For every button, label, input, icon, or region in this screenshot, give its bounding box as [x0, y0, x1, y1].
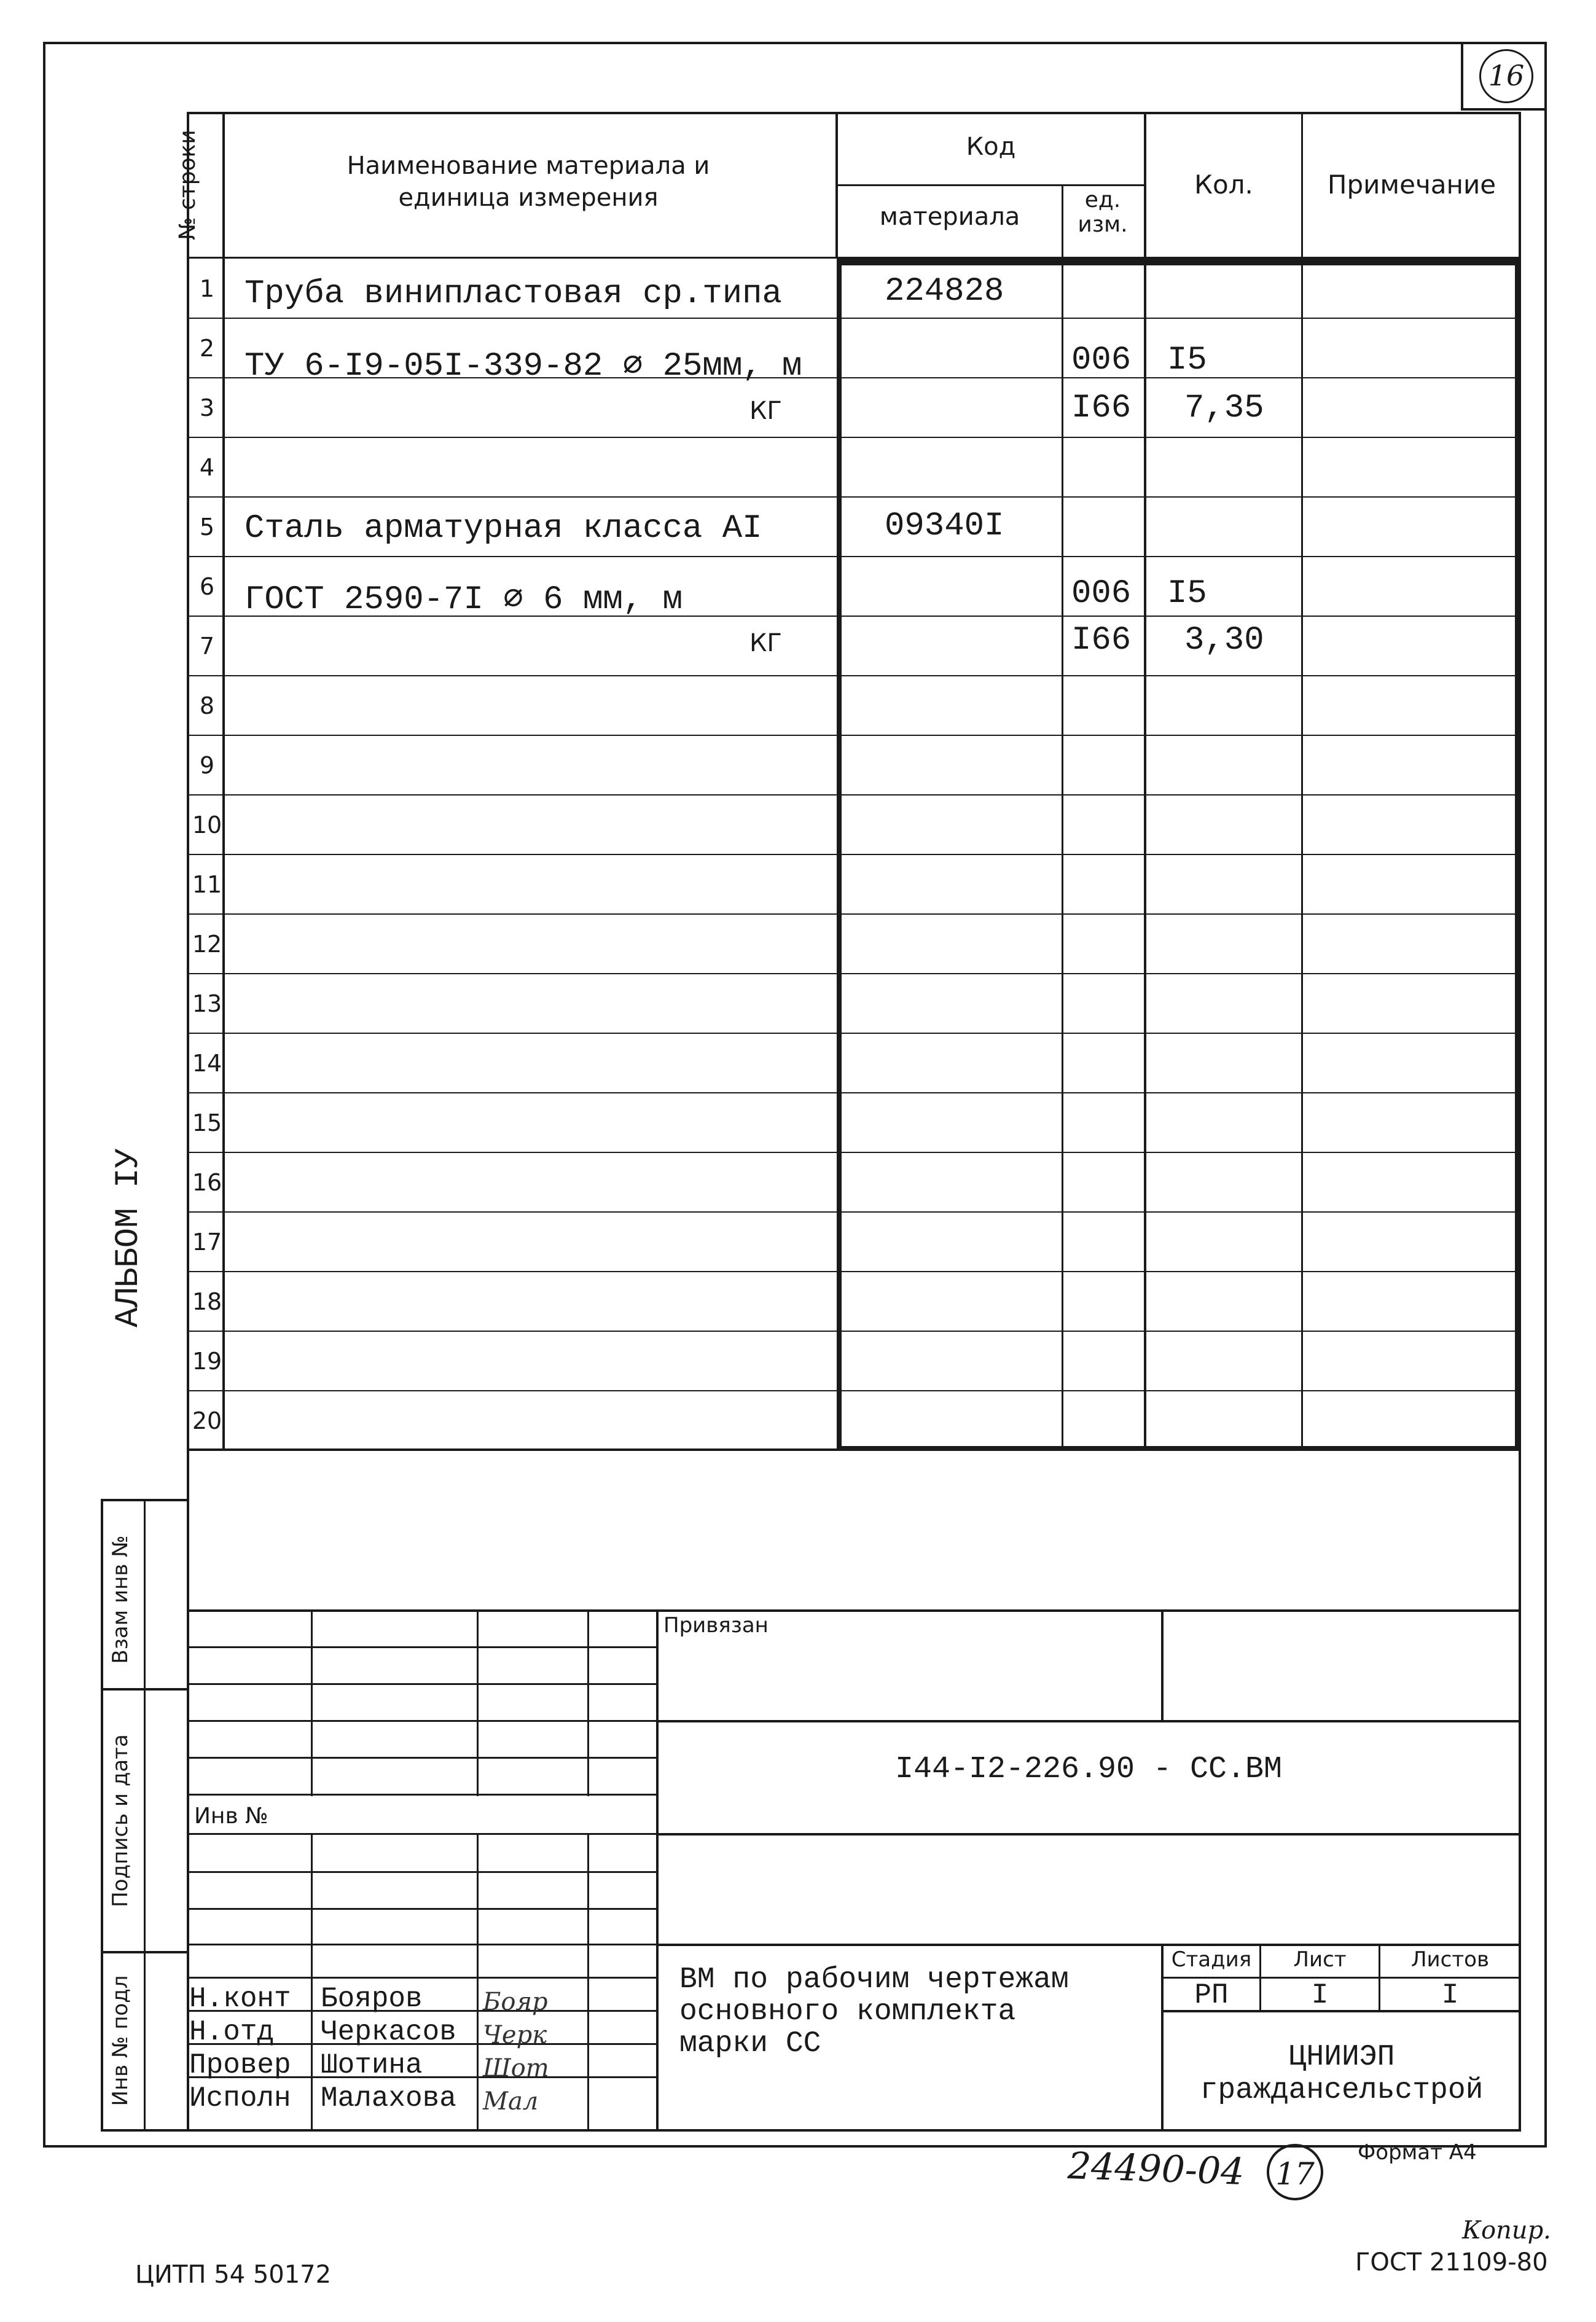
copied-signature: Копир. [1462, 2216, 1551, 2245]
person-2-role: Н.отд [189, 2016, 275, 2048]
row-number: 19 [192, 1348, 222, 1375]
margin-sign-date: Подпись и дата [108, 1734, 133, 1907]
table-row-line [187, 794, 1520, 796]
gost-label: ГОСТ 21109-80 [1355, 2248, 1548, 2277]
row-number: 18 [192, 1288, 222, 1315]
row-number: 6 [199, 573, 215, 600]
sheet-label: Лист [1293, 1947, 1347, 1972]
row-number: 3 [199, 394, 215, 421]
sheet-badge [1461, 42, 1547, 111]
doc-title-line-2: основного комплекта [679, 1995, 1016, 2028]
doc-title-line-3: марки СС [679, 2027, 821, 2060]
table-row-line [187, 496, 1520, 498]
table-row-line [187, 913, 1520, 915]
table-row-line [187, 1152, 1520, 1153]
person-3-signature: Шот [483, 2054, 549, 2082]
table-row-line [187, 675, 1520, 676]
row-6-unit: 006 [1071, 575, 1132, 612]
row-2-qty: I5 [1167, 342, 1207, 379]
row-number: 10 [192, 811, 222, 838]
person-3-name: Шотина [321, 2049, 423, 2081]
person-1-name: Бояров [321, 1983, 423, 2015]
stamp-grid-line [477, 1833, 479, 2132]
document-code: I44-I2-226.90 - СС.ВМ [894, 1752, 1283, 1787]
sheet-value: I [1311, 1979, 1329, 2011]
table-row-line [187, 1331, 1520, 1332]
margin-inv-orig: Инв № подл [108, 1975, 133, 2106]
header-name: Наименование материала и единица измерения [346, 152, 710, 212]
row-number: 1 [199, 275, 215, 302]
person-3-role: Провер [189, 2049, 291, 2081]
row-6-qty: I5 [1167, 575, 1207, 612]
person-2-signature: Черк [483, 2021, 547, 2049]
row-3-unit: I66 [1071, 389, 1132, 427]
row-3-qty: 7,35 [1184, 389, 1264, 427]
row-7-qty: 3,30 [1184, 622, 1264, 659]
row-number: 9 [199, 752, 215, 779]
row-number: 12 [192, 931, 222, 958]
header-code: Код [966, 133, 1016, 161]
table-row-line [187, 1092, 1520, 1093]
row-5-name: Сталь арматурная класса AI [244, 510, 762, 547]
row-number: 15 [192, 1109, 222, 1136]
person-2-name: Черкасов [321, 2016, 456, 2048]
citp-label: ЦИТП 54 50172 [135, 2261, 332, 2289]
row-number: 20 [192, 1407, 222, 1434]
header-row-no: № строки [175, 130, 200, 240]
row-number: 2 [199, 335, 215, 362]
header-note: Примечание [1327, 170, 1496, 200]
table-row-line [187, 318, 1520, 319]
table-row-line [187, 1211, 1520, 1213]
format-label: Формат А4 [1358, 2140, 1477, 2165]
header-material: материала [879, 203, 1020, 231]
doc-title-line-1: ВМ по рабочим чертежам [679, 1963, 1069, 1996]
org-line-1: ЦНИИЭП [1288, 2041, 1395, 2074]
row-number: 16 [192, 1169, 222, 1196]
margin-inv-replace: Взам инв № [108, 1535, 133, 1664]
person-4-name: Малахова [321, 2082, 456, 2114]
header-qty: Кол. [1194, 170, 1253, 200]
stage-label: Стадия [1171, 1947, 1252, 1972]
org-line-2: граждансельстрой [1200, 2074, 1484, 2107]
privyazan-label: Привязан [663, 1613, 769, 1638]
table-row-line [187, 735, 1520, 736]
album-label: АЛЬБОМ IУ [110, 1148, 147, 1327]
table-row-line [187, 556, 1520, 557]
row-1-name: Труба винипластовая ср.типа [244, 275, 782, 313]
row-2-name: ТУ 6-I9-05I-339-82 ⌀ 25мм, м [244, 348, 802, 385]
stamp-grid-line [587, 1833, 589, 2132]
table-row-line [187, 1033, 1520, 1034]
row-2-unit: 006 [1071, 342, 1132, 379]
row-7-unit: I66 [1071, 622, 1132, 659]
circle-number: 17 [1267, 2144, 1323, 2200]
sheets-label: Листов [1410, 1947, 1489, 1972]
table-row-line [187, 973, 1520, 974]
table-row-line [187, 1390, 1520, 1391]
sheets-value: I [1441, 1979, 1459, 2011]
row-6-name: ГОСТ 2590-7I ⌀ 6 мм, м [244, 581, 683, 619]
row-3-name: КГ [749, 397, 782, 425]
person-4-role: Исполн [189, 2082, 291, 2114]
table-row-line [187, 1271, 1520, 1272]
stamp-grid-line [587, 1609, 589, 1796]
row-1-material: 224828 [885, 273, 1004, 310]
row-number: 7 [199, 633, 215, 660]
person-4-signature: Мал [483, 2087, 539, 2116]
stamp-grid-line [477, 1609, 479, 1796]
row-number: 5 [199, 514, 215, 541]
row-number: 13 [192, 990, 222, 1017]
table-row-line [187, 854, 1520, 855]
row-7-name: КГ [749, 629, 782, 657]
stamp-grid-line [311, 1833, 313, 2132]
person-1-role: Н.конт [189, 1983, 291, 2015]
person-1-signature: Бояр [483, 1988, 548, 2016]
header-unit: ед. изм. [1078, 187, 1128, 237]
stamp-grid-line [311, 1609, 313, 1796]
row-number: 17 [192, 1229, 222, 1256]
inv-no-label: Инв № [194, 1804, 268, 1829]
handwritten-number: 24490-04 [1066, 2144, 1245, 2194]
row-5-material: 09340I [885, 507, 1004, 545]
row-number: 4 [199, 454, 215, 481]
sheet-badge-number: 16 [1479, 49, 1533, 103]
row-number: 11 [192, 871, 222, 898]
row-number: 14 [192, 1050, 222, 1077]
table-row-line [187, 437, 1520, 438]
row-number: 8 [199, 692, 215, 719]
stage-value: РП [1194, 1979, 1229, 2011]
